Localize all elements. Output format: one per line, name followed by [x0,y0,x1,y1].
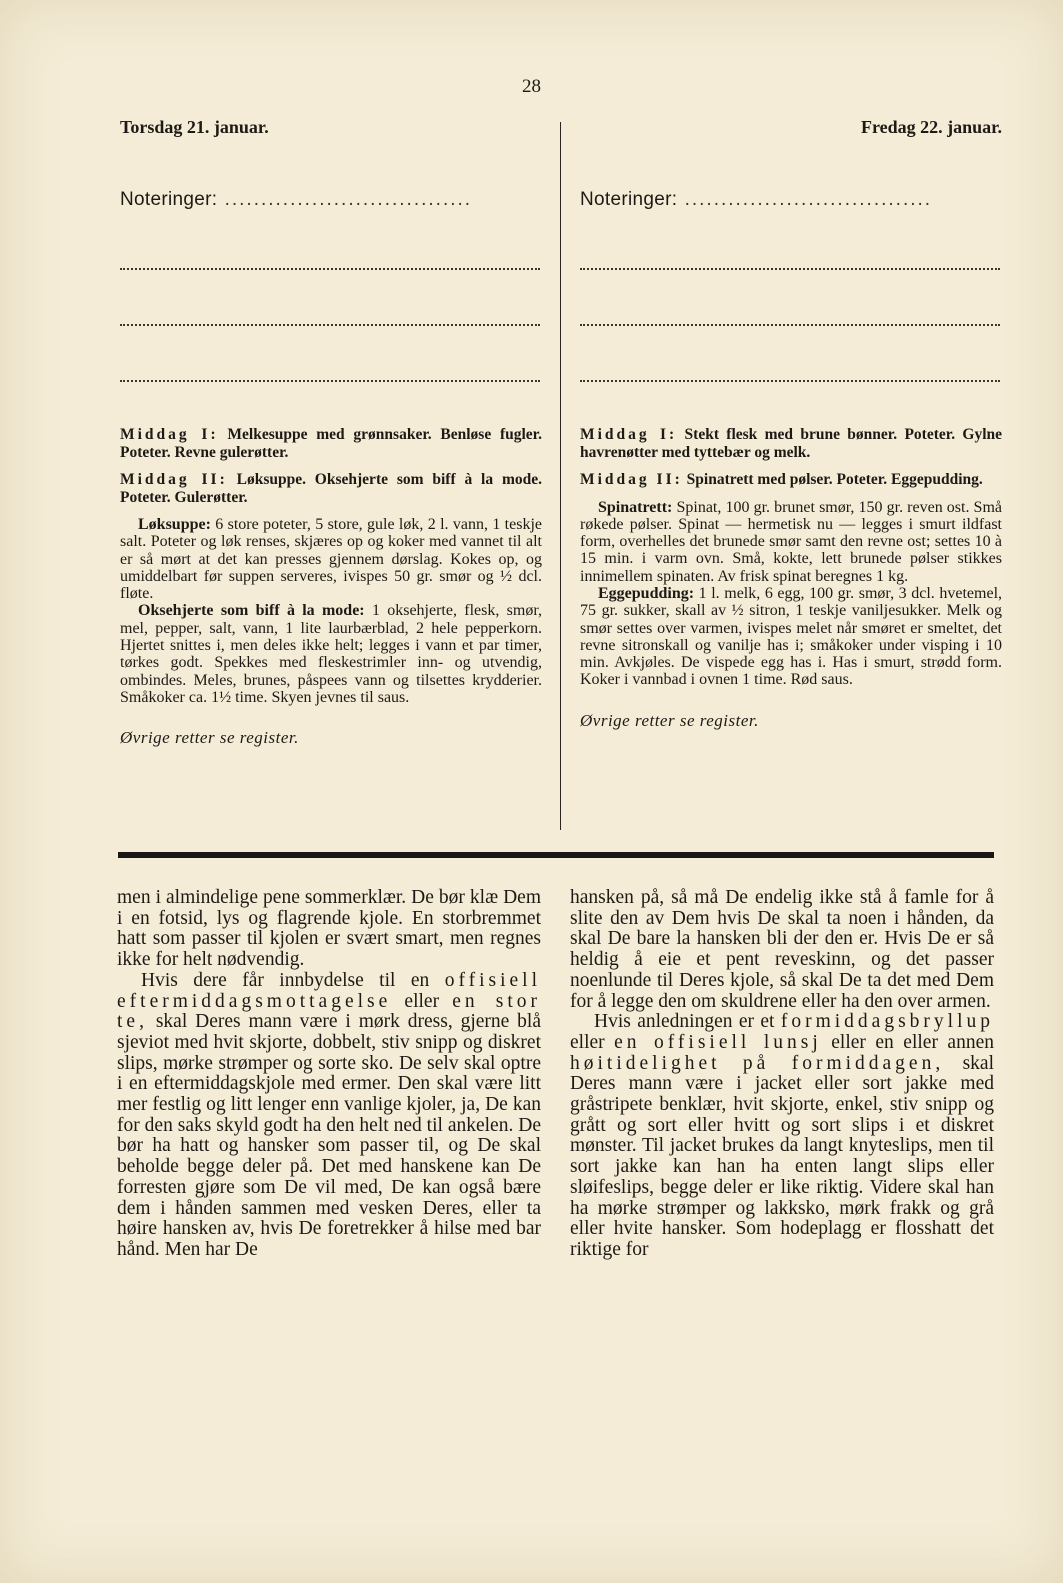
left-menu-1-text: Melkesuppe med grønnsaker. Benløse fugler. Poteter. Revne gulerøtter. [120,426,543,461]
body-right-p2-emph-1: formiddagsbryllup [780,1011,994,1033]
body-left-paragraph-1: men i almindelige pene sommerklær. De bør klæ Dem i en fotsid, lys og flagrende kjole. En storbremmet hatt som passer til kjolen er svært smart, men regnes ikke for helt nødvendig. [117,887,541,971]
body-left-p2-b: eller [404,990,440,1012]
right-menu-2-prefix: Middag II: [580,471,683,488]
right-notes-text: Noteringer: [580,189,678,210]
body-right-p2-a: Hvis anledningen er et [594,1011,775,1033]
left-recipe-2 [120,602,542,706]
right-ovrige-note: Øvrige retter se register. [580,710,759,730]
left-recipe-1-title: Løksuppe: [138,516,211,533]
left-day-column [120,112,542,748]
right-notes-dots: .................................. [677,189,933,210]
body-left-p2-emph-1: offisiell eftermiddagsmottagelse [117,969,541,1012]
right-note-line-2 [580,270,1000,326]
page-number: 28 [522,76,541,97]
left-recipes [120,516,542,706]
left-recipe-2-title: Oksehjerte som biff à la mode: [138,602,365,620]
left-menu-1 [120,426,542,461]
body-left-p2-emph-2: en stor te, [117,990,541,1033]
right-recipe-2-text: 1 l. melk, 6 egg, 100 gr. smør, 3 dcl. hvetemel, 75 gr. sukker, skall av ½ sitron, 1 teskje vaniljesukker. Melk og smør settes over varmen, ivispes melet når smøret er smeltet, det revne sitronskall og vanilje has i; småkoker under visping i 10 min. Avkjøles. De vispede egg has i. Has i smurt, strødd form. Koker i vannbad i ovnen 1 time. Rød saus. [580,584,1003,689]
left-recipe-2-text: 1 oksehjerte, flesk, smør, mel, pepper, salt, vann, 1 lite laurbærblad, 2 hele pepperkorn. Hjertet snittes i, men deles ikke helt; legges i vann et par timer, tørkes godt. Spekkes med fleskestrimler inn- og utvendig, ombindes. Meles, brunes, påspees vann og tilsettes krydderier. Småkoker ca. 1½ time. Skyen jevnes til saus. [120,602,543,706]
body-column-left [117,888,541,1261]
left-menu [120,426,542,506]
left-menu-1-prefix: Middag I: [120,426,219,443]
right-menu-2 [580,471,1002,489]
right-notes-label [580,186,1002,214]
right-recipe-2 [580,585,1002,689]
body-right-p2-b: eller [570,1031,605,1053]
right-recipe-2-title: Eggepudding: [598,584,695,602]
left-day-heading: Torsdag 21. januar. [120,117,269,137]
right-menu [580,426,1002,489]
left-menu-2-text: Løksuppe. Oksehjerte som biff à la mode. Poteter. Gulerøtter. [120,471,542,506]
right-menu-1 [580,426,1002,461]
left-menu-2-prefix: Middag II: [120,471,228,488]
left-notes-dots: .................................. [217,189,473,210]
right-recipe-1 [580,499,1002,585]
body-left-paragraph-2 [117,971,541,1261]
body-right-p2-c: eller en eller annen [831,1031,994,1053]
right-day-heading: Fredag 22. januar. [860,117,1002,137]
left-note-line-3 [120,326,540,382]
body-right-paragraph-1: hansken på, så må De endelig ikke stå å famle for å slite den av Dem hvis De skal ta noen i hånden, da skal De bare la hansken bli der den er. Hvis De er så heldig å eie et pent reveskinn, og det passer noenlunde til Deres kjole, så skal De ta det med Dem for å legge den om skuldrene eller ha den over armen. [570,887,994,1012]
right-recipe-1-title: Spinatrett: [598,498,673,516]
section-rule [118,852,994,858]
body-right-p2-emph-3: høitidelighet på formiddagen, [570,1052,945,1074]
column-divider [560,122,561,830]
left-note-line-1 [120,214,540,270]
left-recipe-1-text: 6 store poteter, 5 store, gule løk, 2 l. vann, 1 teskje salt. Poteter og løk renses, skjæres op og koker med vannet til alt er så mørt at det kan presses gjennem dørslag. Kokes op, og umiddelbart før suppen serveres, ivispes 50 gr. smør og ½ dcl. fløte. [120,516,543,603]
left-menu-2 [120,471,542,506]
body-right-paragraph-2 [570,1012,994,1260]
right-recipe-1-text: Spinat, 100 gr. brunet smør, 150 gr. reven ost. Små røkede pølser. Spinat — hermetisk nu — legges i smurt ildfast form, overhelles det brunede smør samt den revne ost; settes 10 à 15 min. i varm ovn. Små, kokte, lett brunede pølser stikkes innimellem spinaten. Av frisk spinat beregnes 1 kg. [580,498,1003,585]
left-notes-label [120,186,542,214]
right-menu-1-text: Stekt flesk med brune bønner. Poteter. Gylne havrenøtter med tyttebær og melk. [580,426,1003,461]
right-day-column [580,112,1002,731]
body-right-p2-emph-2: en offisiell lunsj [614,1031,822,1053]
left-note-line-2 [120,270,540,326]
left-recipe-1 [120,516,542,602]
right-note-line-3 [580,326,1000,382]
right-recipes [580,499,1002,689]
body-right-p2-d: skal Deres mann være i jacket eller sort jakke med gråstripete benklær, hvit skjorte, enkel, stiv snipp og grått og sort eller hvitt og sort slips i et diskret mønster. Til jacket brukes da langt knyteslips, men til sort jakke kan han ha enten langt slips eller sløifeslips, begge deler er like riktig. Videre skal han ha mørke strømper og lakksko, mørk frakk og grå eller hvite hansker. Som hodeplagg er flosshatt det riktige for [570,1052,995,1260]
right-menu-2-text: Spinatrett med pølser. Poteter. Eggepudding. [686,471,983,488]
right-note-line-1 [580,214,1000,270]
body-left-p2-c: skal Deres mann være i mørk dress, gjerne blå sjeviot med hvit skjorte, dobbelt, stiv snipp og diskret slips, mørke strømper og sorte sko. De selv skal optre i en eftermiddagskjole med ermer. Den skal være litt mer festlig og litt lenger enn vanlige kjoler, ja, De kan for den saks skyld godt ha den helt ned til ankelen. De bør ha hatt og hansker som passer til, og De skal beholde begge deler på. Det med hanskene kan De forresten gjøre som De vil med, De kan også bære dem i hånden sammen med vesken Deres, eller ta høire hansken av, hvis De foretrekker å hilse med bar hånd. Men har De [117,1011,541,1260]
left-notes-text: Noteringer: [120,189,218,210]
left-ovrige-note: Øvrige retter se register. [120,728,299,748]
body-column-right [570,888,994,1261]
right-menu-1-prefix: Middag I: [580,426,678,443]
body-left-p2-a: Hvis dere får innbydelse til en [141,969,430,991]
